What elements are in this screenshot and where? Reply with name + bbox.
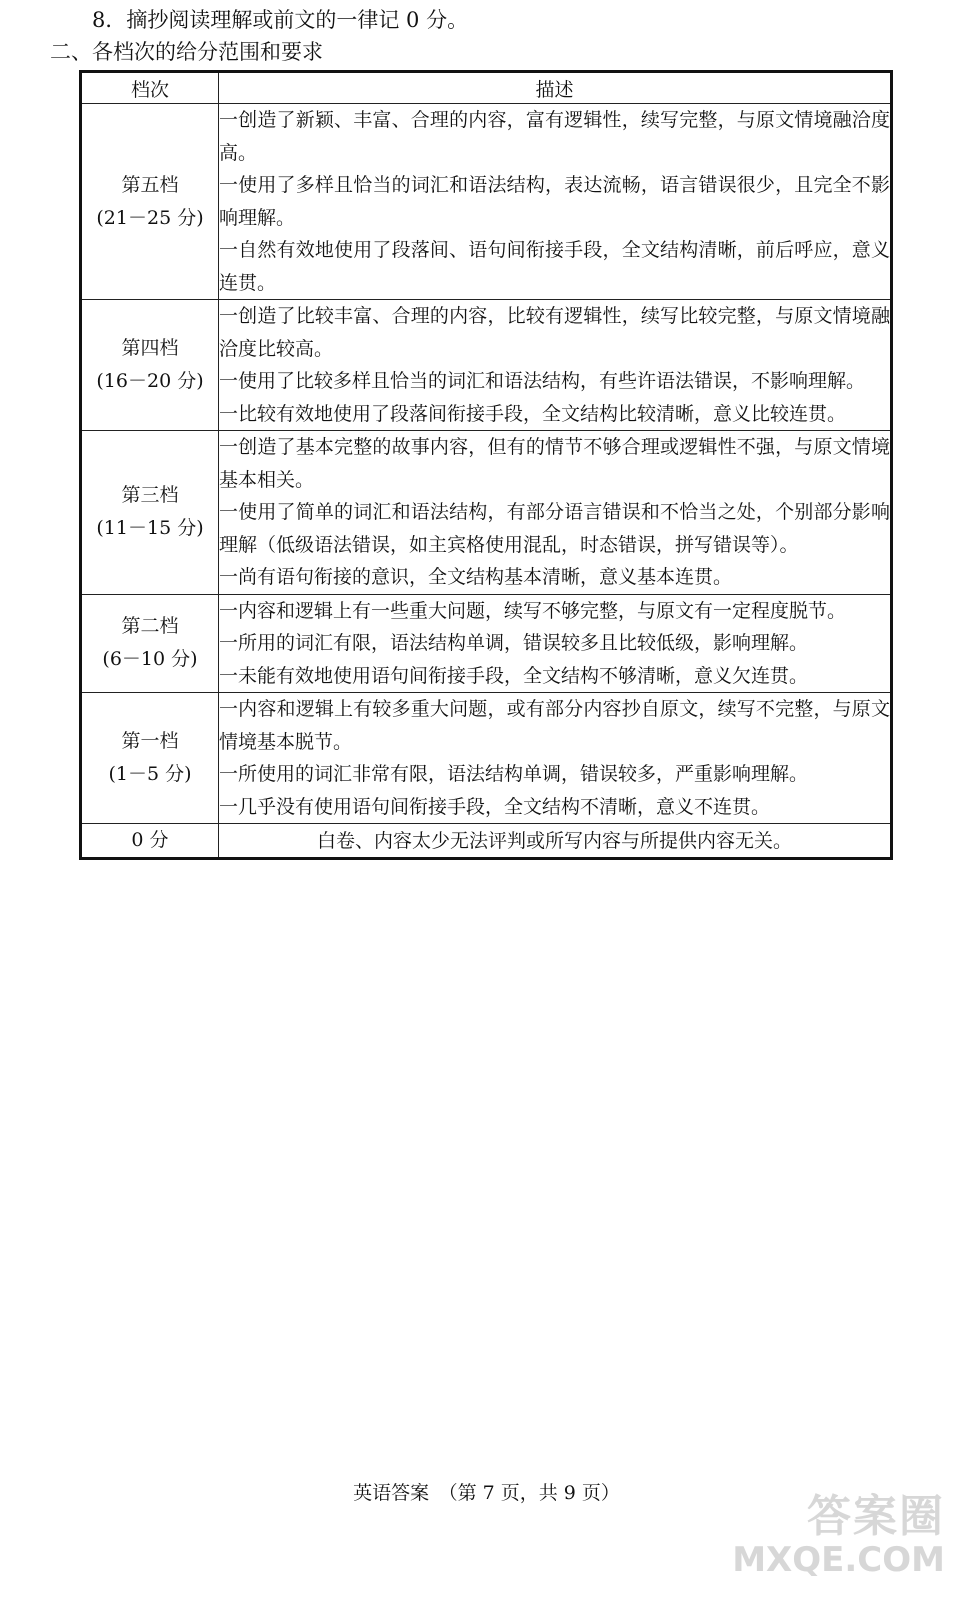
intro-rule-line: 8．摘抄阅读理解或前文的一律记 0 分。 [92, 8, 469, 32]
grade-range: (11－15 分) [96, 517, 204, 540]
description-item: 一使用了比较多样且恰当的词汇和语法结构，有些许语法错误，不影响理解。 [219, 370, 866, 392]
description-cell [219, 431, 892, 595]
grade-cell [81, 104, 219, 300]
grade-name: 第三档 [121, 484, 179, 507]
description-item: 一尚有语句衔接的意识，全文结构基本清晰，意义基本连贯。 [219, 566, 733, 588]
table-row [81, 104, 892, 300]
description-cell [219, 693, 892, 824]
grade-name: 第四档 [121, 337, 179, 359]
description-item: 一使用了多样且恰当的词汇和语法结构，表达流畅，语言错误很少，且完全不影响理解。 [219, 174, 890, 229]
zero-description: 白卷、内容太少无法评判或所写内容与所提供内容无关。 [219, 824, 892, 859]
description-item: 一创造了基本完整的故事内容，但有的情节不够合理或逻辑性不强，与原文情境基本相关。 [219, 436, 890, 491]
header-grade: 档次 [81, 72, 219, 104]
watermark-url: MXQE.COM [732, 1540, 945, 1580]
description-item: 一未能有效地使用语句间衔接手段，全文结构不够清晰，意义欠连贯。 [219, 664, 809, 687]
description-item: 一比较有效地使用了段落间衔接手段，全文结构比较清晰，意义比较连贯。 [219, 402, 847, 425]
table-row [81, 693, 892, 824]
grade-name: 第五档 [121, 173, 179, 196]
description-item: 一几乎没有使用语句间衔接手段，全文结构不清晰，意义不连贯。 [219, 795, 771, 818]
table-header-row [81, 72, 892, 104]
table-row [81, 300, 892, 431]
description-item: 一创造了新颖、丰富、合理的内容，富有逻辑性，续写完整，与原文情境融洽度高。 [219, 109, 890, 164]
description-item: 一使用了简单的词汇和语法结构，有部分语言错误和不恰当之处，个别部分影响理解（低级语法错误，如主宾格使用混乱，时态错误，拼写错误等）。 [219, 501, 890, 556]
grade-range: (21－25 分) [96, 206, 204, 229]
watermark-title: 答案圈 [807, 1491, 945, 1542]
grade-range: (1－5 分) [108, 763, 192, 785]
description-item: 一内容和逻辑上有一些重大问题，续写不够完整，与原文有一定程度脱节。 [219, 599, 847, 622]
header-description: 描述 [219, 72, 892, 104]
description-cell [219, 300, 892, 431]
table-row [81, 431, 892, 595]
description-item: 一创造了比较丰富、合理的内容，比较有逻辑性，续写比较完整，与原文情境融洽度比较高。 [219, 305, 890, 360]
grade-cell [81, 431, 219, 595]
grade-range: (16－20 分) [96, 370, 204, 392]
table-row [81, 594, 892, 693]
grade-name: 第一档 [121, 730, 179, 752]
grade-cell [81, 594, 219, 693]
description-item: 一内容和逻辑上有较多重大问题，或有部分内容抄自原文，续写不完整，与原文情境基本脱节。 [219, 698, 890, 753]
grade-cell [81, 693, 219, 824]
grade-name: 第二档 [121, 615, 179, 638]
grade-range: (6－10 分) [102, 648, 198, 671]
description-item: 一所使用的词汇非常有限，语法结构单调，错误较多，严重影响理解。 [219, 763, 809, 785]
section-title: 二、各档次的给分范围和要求 [50, 40, 323, 64]
table-row-zero [81, 824, 892, 859]
description-cell [219, 104, 892, 300]
grade-cell-zero: 0 分 [81, 824, 219, 859]
description-item: 一所用的词汇有限，语法结构单调，错误较多且比较低级，影响理解。 [219, 632, 809, 654]
grading-table [79, 70, 893, 860]
description-cell [219, 594, 892, 693]
grade-cell [81, 300, 219, 431]
watermark-logo [732, 1480, 945, 1590]
page-footer: 英语答案 （第 7 页，共 9 页） [353, 1482, 620, 1504]
description-item: 一自然有效地使用了段落间、语句间衔接手段，全文结构清晰，前后呼应，意义连贯。 [219, 239, 890, 294]
